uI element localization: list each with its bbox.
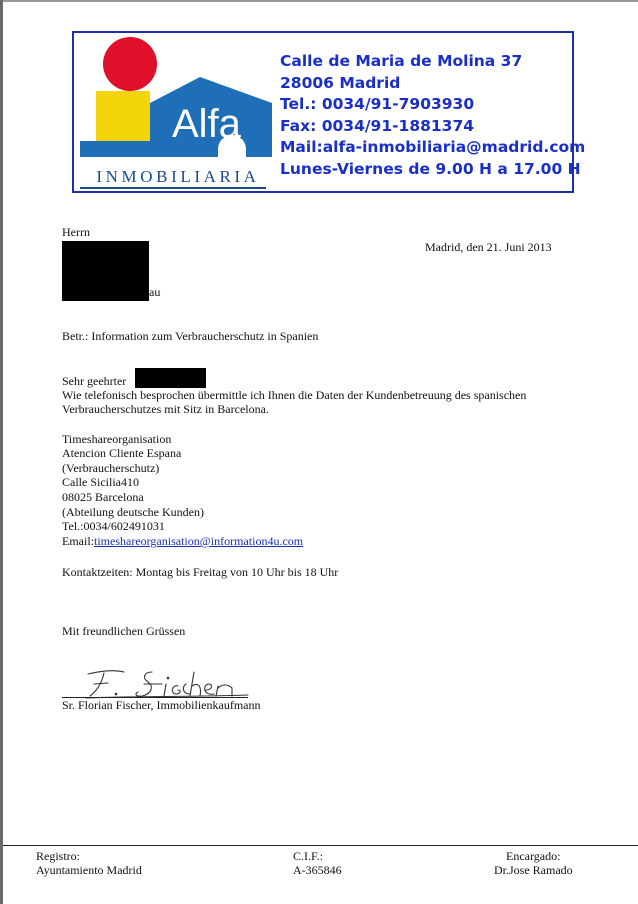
footer-registry-label: Registro:: [36, 849, 80, 863]
contact-hours-line: Kontaktzeiten: Montag bis Freitag von 10 Uhr bis 18 Uhr: [62, 565, 339, 579]
contact-fax: Fax: 0034/91-1881374: [280, 116, 475, 135]
org-street: Calle Sicilia410: [62, 475, 139, 489]
footer-cif-label: C.I.F.:: [293, 849, 324, 863]
letterhead-contact: [280, 51, 585, 181]
org-department: Atencion Cliente Espana: [62, 446, 182, 460]
org-name: Timeshareorganisation: [62, 432, 172, 446]
org-division: (Abteilung deutsche Kunden): [62, 505, 204, 519]
page-left-border: [0, 0, 3, 904]
contact-phone: Tel.: 0034/91-7903930: [280, 95, 475, 114]
footer-registry-value: Ayuntamiento Madrid: [36, 863, 142, 877]
org-city: 08025 Barcelona: [62, 490, 144, 504]
recipient-address-fragment: au: [149, 285, 161, 299]
logo-red-circle: [103, 37, 157, 91]
email-label: Email:: [62, 534, 94, 548]
logo-brand-text: Alfa: [172, 102, 241, 146]
logo-subtitle: INMOBILIARIA: [96, 167, 260, 186]
contact-hours: Lunes-Viernes de 9.00 H a 17.00 H: [280, 159, 581, 178]
letter-date: Madrid, den 21. Juni 2013: [425, 240, 552, 254]
body-line-2: Verbraucherschutzes mit Sitz in Barcelona.: [62, 402, 269, 416]
signer-name: Sr. Florian Fischer, Immobilienkaufmann: [62, 698, 261, 712]
footer-cif-value: A-365846: [293, 863, 342, 877]
footer-rule: [3, 845, 638, 846]
page-top-border: [0, 0, 638, 2]
contact-street: Calle de Maria de Molina 37: [280, 52, 523, 70]
footer-manager-value: Dr.Jose Ramado: [494, 863, 573, 877]
closing-line: Mit freundlichen Grüssen: [62, 624, 186, 638]
footer-manager-label: Encargado:: [506, 849, 561, 863]
letter-subject: Betr.: Information zum Verbraucherschutz in Spanien: [62, 329, 319, 343]
org-phone: Tel.:0034/602491031: [62, 519, 165, 533]
body-line-1: Wie telefonisch besprochen übermittle ich Ihnen die Daten der Kundenbetreuung des spanischen: [62, 388, 527, 402]
redacted-recipient-address: [62, 241, 149, 301]
letter-greeting: Sehr geehrter: [62, 374, 127, 388]
email-link[interactable]: timeshareorganisation@information4u.com: [94, 534, 304, 548]
org-note: (Verbraucherschutz): [62, 461, 160, 475]
logo-underline: [80, 187, 266, 189]
org-email-line: [62, 534, 303, 549]
contact-city: 28006 Madrid: [280, 73, 401, 92]
letterhead: [72, 31, 586, 193]
contact-mail: Mail:alfa-inmobiliaria@madrid.com: [280, 138, 586, 157]
redacted-recipient-name: [135, 368, 206, 388]
recipient-salutation: Herrn: [62, 225, 90, 239]
